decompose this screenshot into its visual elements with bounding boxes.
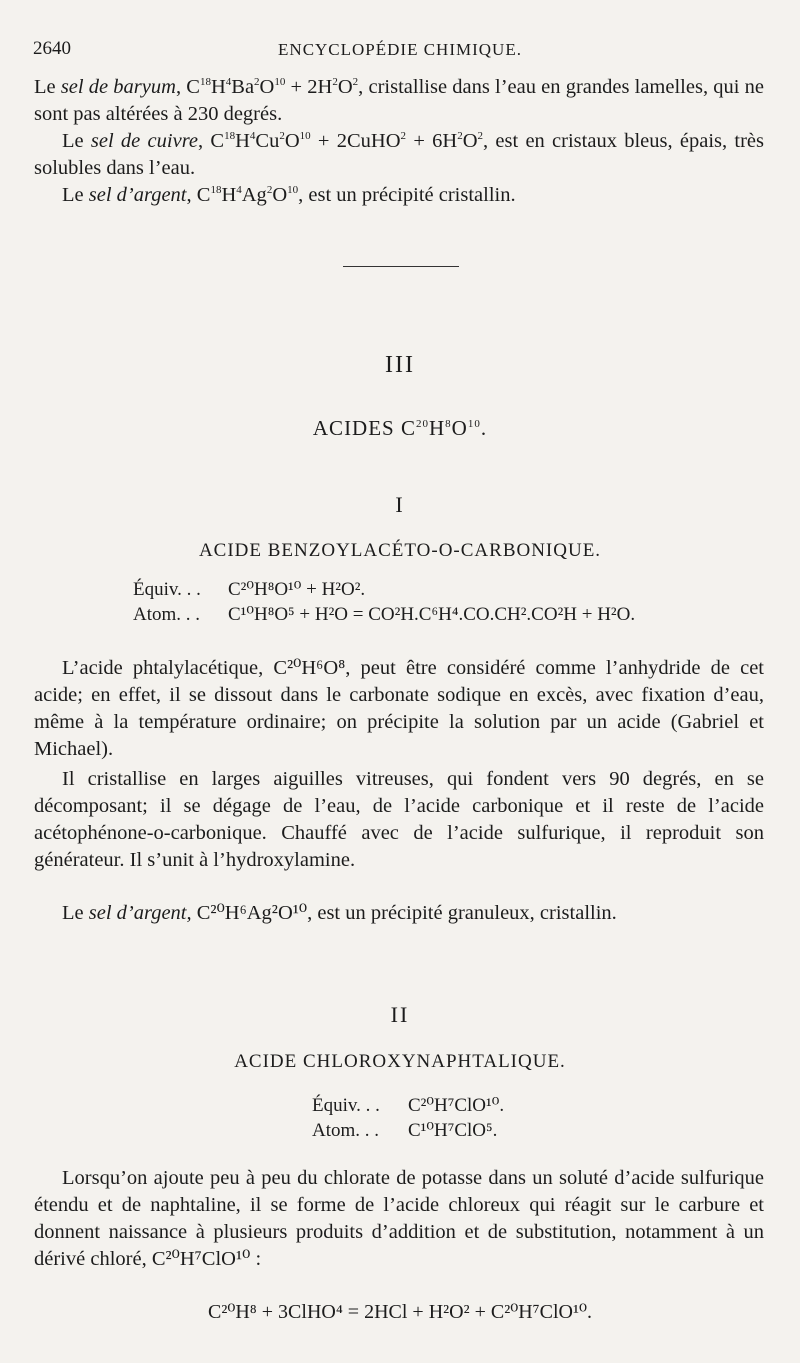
subsection-numeral-II: II	[390, 1002, 410, 1027]
equiv-label: Équiv. . .	[133, 579, 201, 600]
paragraph-copper-salt: Le sel de cuivre, $C^{18}H^4Cu^2O^{10}$ + 2CuHO$^2$ + $6H^2O^2$, est en cristaux bleus, épais, très solubles dans l’eau.	[34, 130, 764, 179]
paragraph-crystallisation: Il cristallise en larges aiguilles vitreuses, qui fondent vers 90 degrés, en se décomposant; il se dégage de l’eau, de l’acide carbonique et il reste de l’acide acétophénone-o-carbonique. Chauffé avec de l’acide sulfurique, il reproduit son générateur. Il s’unit à l’hydroxylamine.	[34, 768, 764, 871]
formula-atom-I	[133, 603, 635, 626]
paragraph-silver-salt: Le sel d’argent, $C^{18}H^4Ag^2O^{10}$, est un précipité cristallin.	[62, 184, 516, 206]
section-numeral-III: III	[385, 352, 415, 378]
page-number: 2640	[33, 38, 71, 59]
page-header	[33, 38, 767, 62]
atom-label-2: Atom. . .	[312, 1120, 380, 1141]
formula-equiv-II	[312, 1094, 504, 1117]
copper-salt-term: sel de cuivre	[90, 130, 199, 152]
paragraph-barium-salt: Le sel de baryum, $C^{18}H^4Ba^2O^{10} + 2H^2O^2$, cristallise dans l’eau en grandes lamelles, qui ne sont pas altérées à 230 degrés.	[34, 76, 764, 125]
final-equation: C²⁰H⁸ + 3ClHO⁴ = 2HCl + H²O² + C²⁰H⁷ClO¹⁰.	[208, 1301, 592, 1323]
paragraph-silver-salt-2: Le sel d’argent, C²⁰H⁶Ag²O¹⁰, est un précipité granuleux, cristallin.	[62, 902, 617, 924]
subsection-numeral-I: I	[395, 492, 405, 517]
silver-salt-term: sel d’argent	[88, 184, 187, 206]
equiv-label-2: Équiv. . .	[312, 1095, 380, 1116]
atom-formula: C¹⁰H⁸O⁵ + H²O = CO²H.C⁶H⁴.CO.CH².CO²H + H²O.	[228, 604, 636, 625]
equiv-formula-2: C²⁰H⁷ClO¹⁰.	[408, 1095, 505, 1116]
running-title: ENCYCLOPÉDIE CHIMIQUE.	[278, 40, 522, 59]
formula-atom-II	[312, 1119, 497, 1142]
paragraph-chlorate: Lorsqu’on ajoute peu à peu du chlorate de potasse dans un soluté d’acide sulfurique étendu et de naphtaline, il se forme de l’acide chloreux qui réagit sur le carbure et donnent naissance à plusieurs produits d’addition et de substitution, notamment à un dérivé chloré, C²⁰H⁷ClO¹⁰ :	[34, 1167, 764, 1270]
section-divider	[343, 266, 459, 267]
subsection-title-benzoylaceto: ACIDE BENZOYLACÉTO-O-CARBONIQUE.	[198, 540, 602, 561]
section-title-acides: ACIDES $C^{20}H^8O^{10}$.	[312, 416, 488, 440]
silver-salt-term-2: sel d’argent,	[88, 902, 192, 924]
subsection-title-chloroxynaphtalique: ACIDE CHLOROXYNAPHTALIQUE.	[234, 1051, 566, 1072]
atom-label: Atom. . .	[133, 604, 201, 625]
barium-salt-term: sel de baryum	[60, 76, 176, 98]
paragraph-phtalylacetique: L’acide phtalylacétique, C²⁰H⁶O⁸, peut être considéré comme l’anhydride de cet acide; en effet, il se dissout dans le carbonate sodique en excès, avec fixation d’eau, même à la température ordinaire; on précipite la solution par un acide (Gabriel et Michael).	[34, 657, 764, 760]
formula-equiv-I	[133, 578, 365, 601]
atom-formula-2: C¹⁰H⁷ClO⁵.	[408, 1120, 498, 1141]
equiv-formula: C²⁰H⁸O¹⁰ + H²O².	[228, 579, 366, 600]
